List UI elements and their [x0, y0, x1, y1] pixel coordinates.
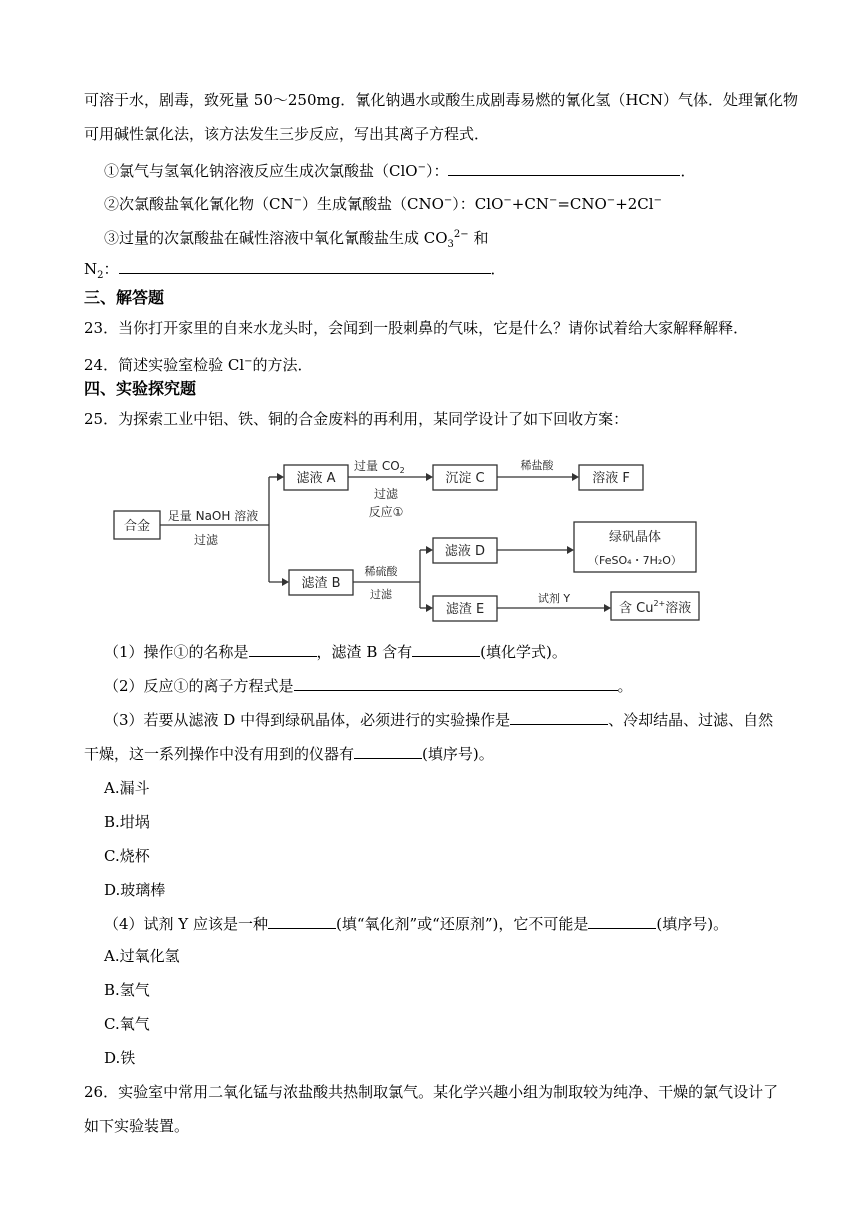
option-item: D.铁: [104, 1049, 136, 1067]
option-item: B.坩埚: [104, 813, 150, 831]
answer-blank[interactable]: [249, 642, 317, 657]
label-filtrate-d: 滤液 D: [444, 544, 486, 559]
option-item: A.漏斗: [104, 779, 150, 797]
label-green-vitriol: 绿矾晶体: [608, 530, 662, 545]
label-precip-c: 沉淀 C: [445, 471, 485, 486]
answer-blank[interactable]: [448, 161, 680, 176]
answer-blank[interactable]: [412, 642, 480, 657]
question-23: 23．当你打开家里的自来水龙头时，会闻到一股刺鼻的气味，它是什么？请你试着给大家解释解释．: [84, 319, 749, 337]
label-filter: 过滤: [373, 487, 399, 501]
answer-blank[interactable]: [268, 914, 336, 929]
subpart-3-cont: 干燥，这一系列操作中没有用到的仪器有 (填序号)。: [84, 745, 494, 763]
section-heading: 三、解答题: [84, 288, 165, 307]
subpart-3: （3）若要从滤液 D 中得到绿矾晶体，必须进行的实验操作是 、冷却结晶、过滤、自然: [104, 711, 774, 729]
option-item: C.氧气: [104, 1015, 150, 1033]
subquestion-1: ①氯气与氢氧化钠溶液反应生成次氯酸盐（ClO−）： ．: [104, 162, 696, 180]
option-item: C.烧杯: [104, 847, 150, 865]
answer-blank[interactable]: [294, 676, 618, 691]
section-heading: 四、实验探究题: [84, 379, 197, 398]
option-item: D.玻璃棒: [104, 881, 166, 899]
label-h2so4: 稀硫酸: [364, 565, 398, 578]
subpart-1: （1）操作①的名称是 ，滤渣 B 含有 (填化学式)。: [104, 643, 567, 661]
option-item: A.过氧化氢: [104, 947, 180, 965]
label-residue-b: 滤渣 B: [301, 576, 341, 591]
question-25: 25．为探索工业中铝、铁、铜的合金废料的再利用，某同学设计了如下回收方案：: [84, 410, 629, 428]
label-naoh: 足量 NaOH 溶液: [167, 509, 259, 523]
label-cu-solution: 含 $Cu^{2+}$溶液: [619, 599, 692, 616]
question-24: 24．简述实验室检验 Cl−的方法．: [84, 356, 313, 374]
label-green-formula: （FeSO₄・7H₂O）: [588, 554, 682, 567]
option-item: B.氢气: [104, 981, 150, 999]
subpart-2: （2）反应①的离子方程式是 。: [104, 677, 633, 695]
label-filter: 过滤: [193, 533, 219, 547]
label-filtrate-a: 滤液 A: [296, 471, 336, 486]
label-co2: 过量 $CO_2$: [354, 459, 405, 475]
answer-blank[interactable]: [510, 710, 608, 725]
subquestion-3: ③过量的次氯酸盐在碱性溶液中氧化氰酸盐生成 $CO_3^{2-}$ 和: [104, 229, 489, 250]
label-reaction-1: 反应①: [368, 505, 404, 519]
answer-blank[interactable]: [588, 914, 656, 929]
label-reagent-y: 试剂 Y: [537, 592, 571, 605]
answer-blank[interactable]: [119, 259, 491, 274]
label-hcl: 稀盐酸: [520, 459, 554, 472]
question-26: 26．实验室中常用二氧化锰与浓盐酸共热制取氯气。某化学兴趣小组为制取较为纯净、干燥的氯气设计了: [84, 1083, 779, 1101]
process-flow-diagram: [104, 450, 704, 630]
subquestion-3-cont: $N_2$： ．: [84, 260, 506, 281]
subquestion-2: ②次氯酸盐氧化氰化物（CN−）生成氰酸盐（CNO−）：ClO−+CN−=CNO−+2Cl−: [104, 195, 662, 213]
label-sol-f: 溶液 F: [592, 471, 630, 486]
paragraph-line: 可用碱性氯化法，该方法发生三步反应，写出其离子方程式．: [84, 125, 490, 143]
subpart-4: （4）试剂 Y 应该是一种 (填“氧化剂”或“还原剂”)，它不可能是 (填序号)。: [104, 915, 729, 933]
label-filter: 过滤: [370, 588, 392, 601]
paragraph-line: 可溶于水，剧毒，致死量 50～250mg．氰化钠遇水或酸生成剧毒易燃的氰化氢（HCN）气体．处理氰化物: [84, 91, 798, 109]
label-residue-e: 滤渣 E: [445, 602, 485, 617]
label-alloy: 合金: [123, 519, 151, 534]
question-26-cont: 如下实验装置。: [84, 1117, 190, 1135]
answer-blank[interactable]: [354, 744, 422, 759]
